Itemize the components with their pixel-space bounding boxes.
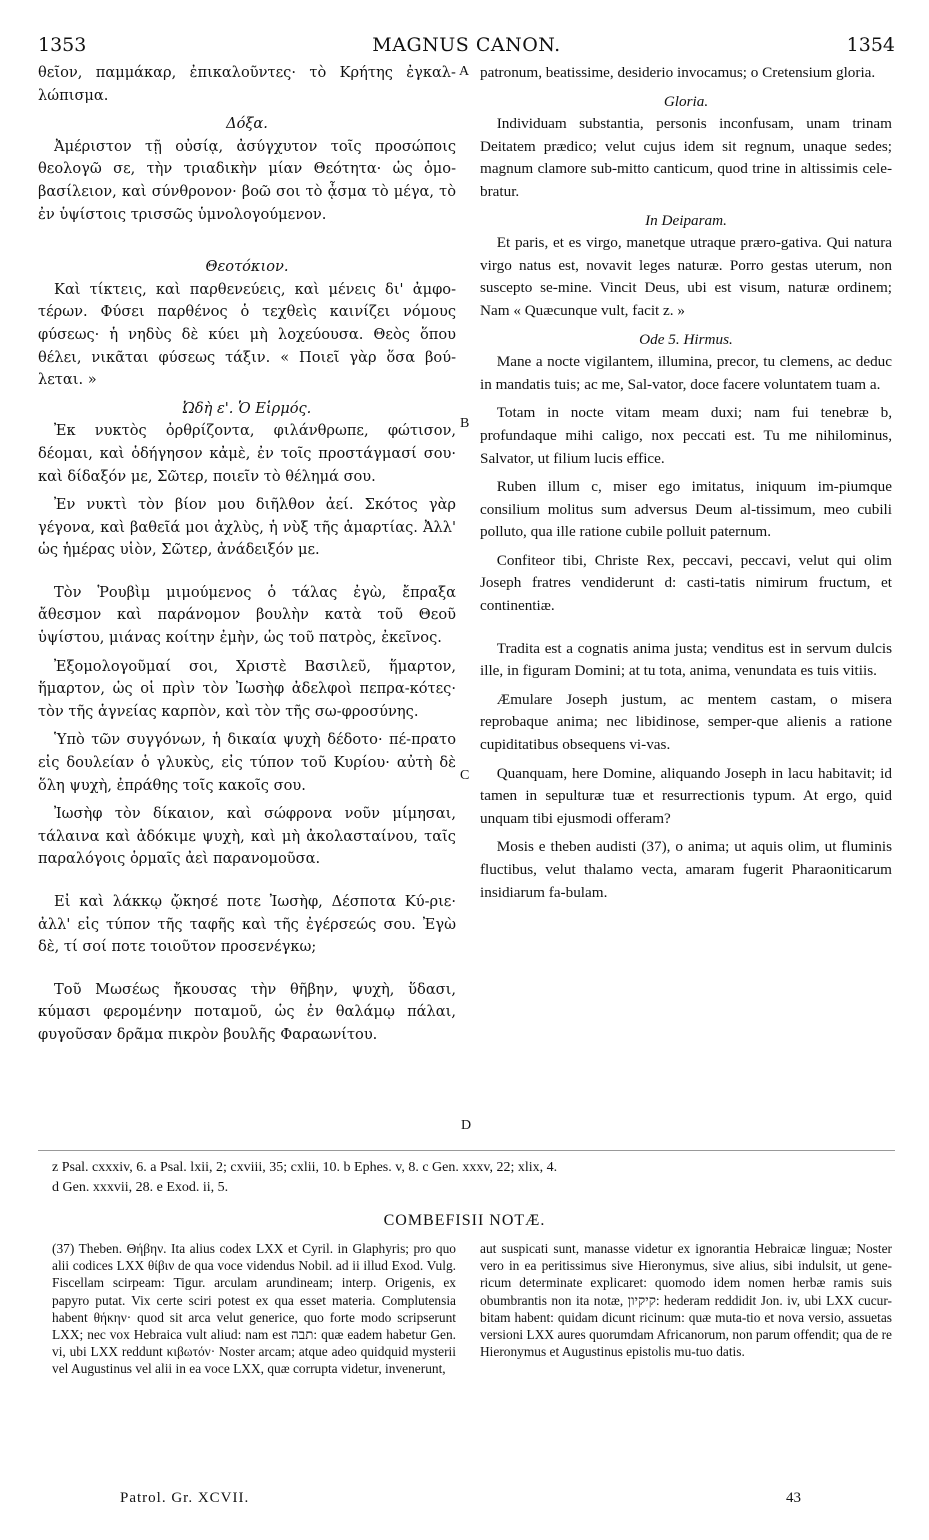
latin-paragraph: Æmulare Joseph justum, ac mentem castam, o misera reprobaque anima; nec libidinose, semper-que alienis a ratione cupiditatibus obsequens vi-vas. — [480, 690, 892, 754]
greek-paragraph: Τὸν Ῥουβὶμ μιμούμενος ὁ τάλας ἐγὼ, ἔπραξα ἄθεσμον καὶ παράνομον βουλὴν κατὰ τοῦ Θεοῦ ὑψίστου, μιάνας κοίτην ἐμὴν, ὡς τοῦ πατρὸς, ἐκεῖνος. — [38, 583, 456, 647]
greek-paragraph: Καὶ τίκτεις, καὶ παρθενεύεις, καὶ μένεις δι' ἀμφο-τέρων. Φύσει παρθένος ὁ τεχθεὶς καινίζει νόμους φύσεως· ἡ νηδὺς δὲ κύει μὴ λοχεύουσα. Θεὸς ὅπου θέλει, νικᾶται φύσεως τάξιν. « Ποιεῖ γὰρ ὅσα βού-λεται. » — [38, 280, 456, 389]
series-signature: Patrol. Gr. XCVII. — [120, 1490, 250, 1506]
greek-paragraph: Ἐκ νυκτὸς ὀρθρίζοντα, φιλάνθρωπε, φώτισον, δέομαι, καὶ ὁδήγησον κἀμὲ, ἐν τοῖς προστάγμασί σου· καὶ δίδαξόν με, Σῶτερ, ποιεῖν τὸ θέλημά σου. — [38, 422, 456, 485]
scripture-footnotes — [52, 1158, 902, 1198]
signature-number: 43 — [786, 1490, 801, 1506]
latin-paragraph: Mosis e theben audisti (37), o anima; ut aquis olim, ut fluminis fluctibus, velut thalamo vecta, amaram fugerit Pharaoniticarum insidiarum fa-bulam. — [480, 838, 892, 901]
margin-marker-c: C — [460, 768, 470, 783]
latin-column — [480, 62, 892, 910]
greek-paragraph: Τοῦ Μωσέως ἤκουσας τὴν θῆβην, ψυχὴ, ὕδασι, κύμασι φερομένην ποταμοῦ, ὡς ἐν θαλάμῳ πάλαι, φυγοῦσαν δρᾶμα πικρὸν βουλῆς Φαραωνίτου. — [38, 980, 456, 1043]
margin-marker-b: B — [460, 416, 470, 431]
latin-paragraph: Mane a nocte vigilantem, illumina, precor, tu clemens, ac deduc in mandatis tuis; ac me, Sal-vator, doce facere voluntatem tuam a. — [480, 353, 892, 393]
notes-right-column: aut suspicati sunt, manasse videtur ex ignorantia Hebraicæ linguæ; Noster vero in ea peritissimus sive Hieronymus, sive alius, sibi indulsit, ut gene-ricum determinate explicaret: quomodo idem nomen herbæ ramis suis obumbrantis non ita notæ, קיקיון: hederam reddidit Jon. iv, ubi LXX cucur-bitam habent: quidam dicunt ricinum: quæ muta-tio et nova versio, assuetas versioni LXX aures quorumdam Africanorum, non parum offendit; qua de re Hieronymus et Augustinus epistolis mu-tuo datis. — [480, 1241, 892, 1360]
latin-heading-deiparam: In Deiparam. — [645, 211, 727, 229]
latin-paragraph: Totam in nocte vitam meam duxi; nam fui tenebræ b, profundaque mihi caligo, nox peccati est. Tu me nihilominus, Salvator, ut filium lucis effice. — [480, 404, 892, 467]
footnote-line: d Gen. xxxvii, 28. e Exod. ii, 5. — [52, 1180, 229, 1195]
latin-paragraph: Ruben illum c, miser ego imitatus, iniquum im-piumque consilium molitus sum adversus Deum al-tissimum, meo cubili polluto, qua ille ratione cubile polluit paternum. — [480, 478, 892, 541]
footnote-line: z Psal. cxxxiv, 6. a Psal. lxii, 2; cxviii, 35; cxlii, 10. b Ephes. v, 8. c Gen. xxxv, 22; xlix, 4. — [52, 1160, 558, 1175]
latin-paragraph: Confiteor tibi, Christe Rex, peccavi, peccavi, velut qui olim Joseph fratres vendiderunt d: casti-tatis nimirum fructum, et continentiæ. — [480, 551, 892, 615]
right-page-number: 1354 — [846, 34, 895, 56]
running-title: MAGNUS CANON. — [372, 34, 561, 56]
greek-column — [38, 62, 456, 1053]
page-header — [38, 34, 895, 60]
latin-paragraph: Individuam substantia, personis inconfusam, unam trinam Deitatem prædico; velut cujus idem sit regnum, unaque sedes; magnum clamore sub-mitto canticum, quod trine in altissimis cele-bratur. — [480, 115, 892, 200]
left-page-number: 1353 — [38, 34, 87, 56]
latin-paragraph: patronum, beatissime, desiderio invocamus; o Cretensium gloria. — [480, 64, 876, 81]
latin-paragraph: Et paris, et es virgo, manetque utraque præro-gativa. Qui natura virgo natus est, novavit leges naturæ. Porro gestas uterum, non suscepto se-mine. Vincit Deus, ubi est visum, naturæ ordinem; Nam « Quæcunque vult, facit z. » — [480, 234, 892, 319]
greek-paragraph: Ὑπὸ τῶν συγγόνων, ἡ δικαία ψυχὴ δέδοτο· πέ-πρατο εἰς δουλείαν ὁ γλυκὺς, εἰς τύπον τοῦ Κυρίου· αὐτὴ δὲ ὅλη ψυχὴ, ἐπράθης τοῖς κακοῖς σου. — [38, 731, 456, 794]
greek-heading-ode: Ὠδὴ ε'. Ὁ Εἱρμός. — [182, 399, 312, 417]
latin-paragraph: Tradita est a cognatis anima justa; venditus est in servum dulcis ille, in figuram Domini; at tu tota, anima, venundata es tuis vitiis. — [480, 639, 892, 680]
latin-heading-ode: Ode 5. Hirmus. — [639, 330, 733, 348]
notes-left-column: (37) Theben. Θήβην. Ita alius codex LXX et Cyril. in Glaphyris; pro quo alii codices LXX θίβιν de qua voce videndus Nobil. ad ii illud Exod. Vulg. Fiscellam scirpeam: Tigur. arculam arundineam; interp. Origenis, ex papyro putat. Vix certe sciri potest ex qua esset materia. Complutensia habent θήκην· quod sit arca velut generice, quo forte modo scripserunt LXX; nec vox Hebraica vult aliud: nam est תבה: quæ eadem habetur Gen. vi, ubi LXX reddunt κιβωτόν· Noster arcam; atque adeo quidquid mysterii vel Augustinus vel alii in ea voce LXX, quæ corrupta videtur, invenerunt, — [52, 1241, 456, 1377]
greek-paragraph: Ἐξομολογοῦμαί σοι, Χριστὲ Βασιλεῦ, ἥμαρτον, ἥμαρτον, ὡς οἱ πρὶν τὸν Ἰωσὴφ ἀδελφοὶ πεπρα-κότες· τὸν τῆς ἁγνείας καρπὸν, καὶ τὸν τῆς σω-φροσύνης. — [38, 657, 456, 720]
greek-paragraph: Εἰ καὶ λάκκῳ ᾤκησέ ποτε Ἰωσὴφ, Δέσποτα Κύ-ριε· ἀλλ' εἰς τύπον τῆς ταφῆς καὶ τῆς ἐγέρσεώς σου. Ἐγὼ δὲ, τί σοί ποτε τοιοῦτον προσενέγκω; — [38, 893, 456, 956]
latin-heading-gloria: Gloria. — [663, 92, 709, 110]
footnote-divider — [38, 1150, 895, 1151]
notes-title: COMBEFISII NOTÆ. — [383, 1212, 546, 1229]
greek-heading-theotokion: Θεοτόκιον. — [205, 258, 289, 276]
greek-paragraph: Ἰωσὴφ τὸν δίκαιον, καὶ σώφρονα νοῦν μίμησαι, τάλαινα καὶ ἀδόκιμε ψυχὴ, καὶ μὴ ἀκολασταίνου, ταῖς παραλόγοις ὁρμαῖς ἀεὶ παρανομοῦσα. — [38, 805, 456, 868]
latin-paragraph: Quanquam, here Domine, aliquando Joseph in lacu habitavit; id tamen in sepulturæ tuæ et resurrectionis typum. At ergo, quid unquam tibi ejusmodi offeram? — [480, 764, 892, 827]
greek-paragraph: θεῖον, παμμάκαρ, ἐπικαλοῦντες· τὸ Κρήτης ἐγκαλ-λώπισμα. — [38, 64, 456, 104]
margin-marker-d: D — [461, 1118, 472, 1133]
margin-marker-a: A — [459, 64, 470, 79]
greek-paragraph: Ἀμέριστον τῇ οὐσίᾳ, ἀσύγχυτον τοῖς προσώποις θεολογῶ σε, τὴν τριαδικὴν μίαν Θεότητα· ὡς ὁμο-βασίλειον, καὶ σύνθρονον· βοῶ σοι τὸ ᾆσμα τὸ μέγα, τὸ ἐν ὑψίστοις τρισσῶς ὑμνολογούμενον. — [38, 137, 456, 223]
greek-paragraph: Ἐν νυκτὶ τὸν βίον μου διῆλθον ἀεί. Σκότος γὰρ γέγονα, καὶ βαθεῖά μοι ἀχλὺς, ἡ νὺξ τῆς ἁμαρτίας. Ἀλλ' ὡς ἡμέρας υἱὸν, Σῶτερ, ἀνάδειξόν με. — [38, 496, 456, 559]
greek-heading-doxa: Δόξα. — [226, 115, 268, 133]
